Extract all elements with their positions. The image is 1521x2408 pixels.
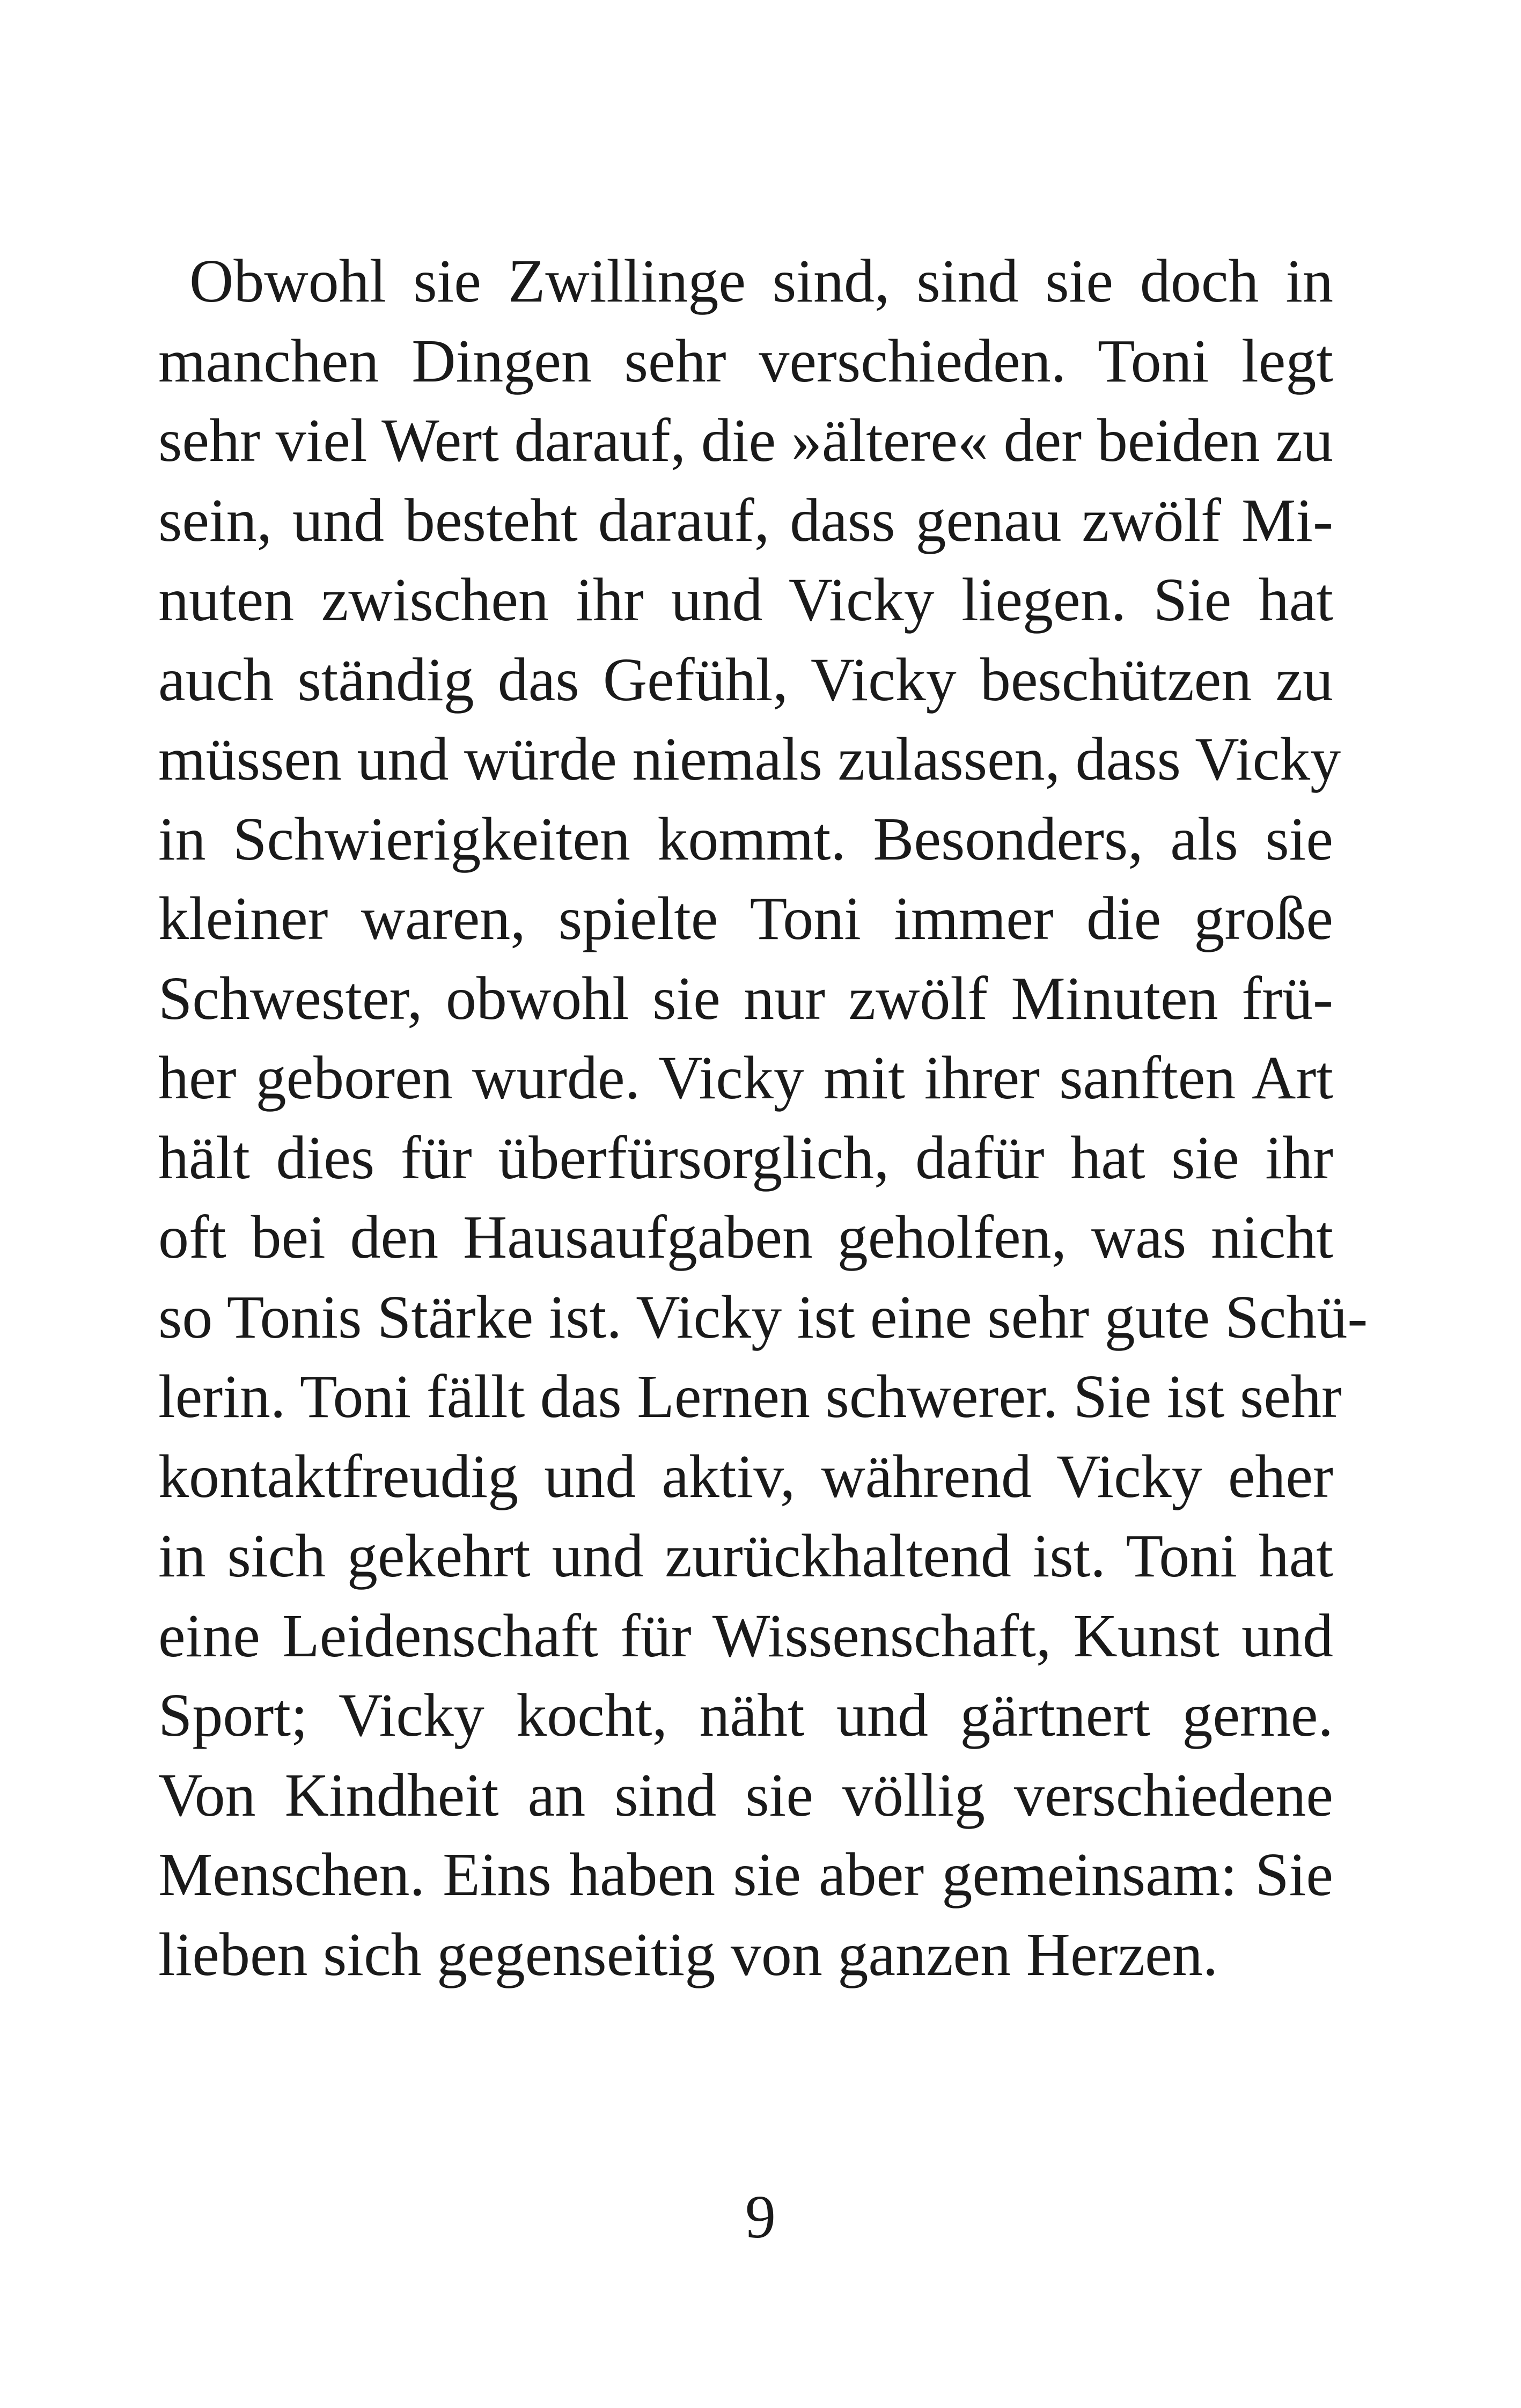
text-line: her geboren wurde. Vicky mit ihrer sanften Art	[158, 1044, 1333, 1112]
text-line: manchen Dingen sehr verschieden. Toni legt	[158, 326, 1333, 395]
text-line: nuten zwischen ihr und Vicky liegen. Sie hat	[158, 566, 1333, 634]
text-line: lerin. Toni fällt das Lernen schwerer. Sie ist sehr	[158, 1362, 1342, 1430]
text-line: kontaktfreudig und aktiv, während Vicky eher	[158, 1442, 1333, 1510]
text-line: Von Kindheit an sind sie völlig verschiedene	[158, 1760, 1333, 1829]
text-line: sein, und besteht darauf, dass genau zwölf Mi-	[158, 486, 1333, 554]
text-line: in sich gekehrt und zurückhaltend ist. Toni hat	[158, 1522, 1333, 1590]
text-line: eine Leidenschaft für Wissenschaft, Kunst und	[158, 1601, 1333, 1670]
text-line: oft bei den Hausaufgaben geholfen, was nicht	[158, 1203, 1333, 1271]
text-line: auch ständig das Gefühl, Vicky beschützen zu	[158, 645, 1333, 714]
page-number: 9	[745, 2183, 776, 2251]
text-line: Schwester, obwohl sie nur zwölf Minuten frü-	[158, 964, 1333, 1032]
text-line: Obwohl sie Zwillinge sind, sind sie doch in	[189, 247, 1333, 315]
text-line: Sport; Vicky kocht, näht und gärtnert gerne.	[158, 1681, 1333, 1749]
text-line: sehr viel Wert darauf, die »ältere« der beiden zu	[158, 406, 1333, 474]
text-line: kleiner waren, spielte Toni immer die große	[158, 884, 1333, 952]
text-line: hält dies für überfürsorglich, dafür hat sie ihr	[158, 1123, 1333, 1192]
text-line: so Tonis Stärke ist. Vicky ist eine sehr gute Schü-	[158, 1282, 1368, 1351]
text-line: in Schwierigkeiten kommt. Besonders, als sie	[158, 804, 1333, 873]
text-line: Menschen. Eins haben sie aber gemeinsam: Sie	[158, 1840, 1333, 1908]
text-line: lieben sich gegenseitig von ganzen Herzen.	[158, 1920, 1218, 1988]
text-line: müssen und würde niemals zulassen, dass Vicky	[158, 725, 1341, 793]
body-paragraph	[158, 241, 1368, 1994]
